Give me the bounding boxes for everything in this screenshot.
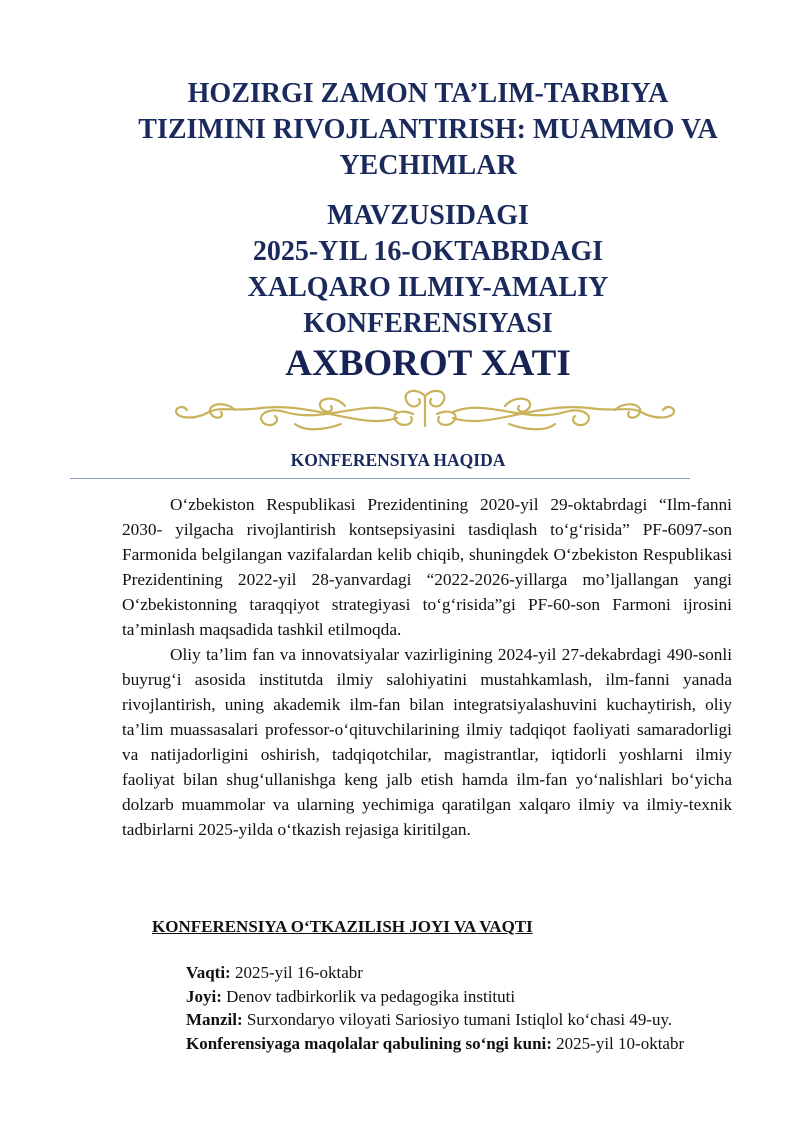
detail-value: Surxondaryo viloyati Sariosiyo tumani Istiqlol ko‘chasi 49-uy.	[242, 1010, 673, 1029]
detail-value: 2025-yil 10-oktabr	[551, 1033, 685, 1053]
detail-value: Denov tadbirkorlik va pedagogika instituti	[221, 986, 516, 1006]
detail-row-address	[186, 1008, 684, 1032]
subtitle-block	[100, 198, 756, 342]
document-title-block	[100, 76, 756, 386]
subtitle-line-1: MAVZUSIDAGI	[327, 200, 529, 231]
about-heading-text: KONFERENSIYA HAQIDA	[290, 450, 506, 470]
about-body	[122, 492, 732, 842]
venue-details	[186, 961, 684, 1055]
title-line-3: YECHIMLAR	[339, 150, 517, 181]
detail-value: 2025-yil 16-oktabr	[230, 963, 363, 982]
heading-divider	[70, 478, 690, 479]
about-paragraph-2: Oliy ta’lim fan va innovatsiyalar vazirligining 2024-yil 27-dekabrdagi 490-sonli buyrug‘i asosida institutda ilmiy salohiyatini mustahkamlash, ilm-fanni yanada rivojlantirish, uning akademik ilm-fan bilan integratsiyalashuvini kuchaytirish, oliy ta’lim muassasalari professor-o‘qituvchilarining ilmiy tadqiqot faoliyati samaradorligi va natijadorligini oshirish, tadqiqotchilar, magistrantlar, iqtidorli yoshlarni ilmiy faoliyat bilan shug‘ullanishga keng jalb etish hamda ilm-fan yo‘nalishlari bo‘yicha dolzarb muammolar va ularning yechimiga qaratilgan xalqaro ilmiy va ilmiy-texnik tadbirlarni 2025-yilda o‘tkazish rejasiga kiritilgan.	[122, 645, 732, 839]
about-section-heading	[0, 450, 800, 471]
title-line-1: HOZIRGI ZAMON TA’LIM-TARBIYA	[187, 78, 669, 109]
detail-row-place	[186, 985, 684, 1009]
detail-label: Joyi:	[186, 986, 222, 1006]
detail-row-time	[186, 961, 684, 985]
title-line-2: TIZIMINI RIVOJLANTIRISH: MUAMMO VA	[138, 114, 718, 145]
axborot-xati-heading: AXBOROT XATI	[285, 343, 571, 384]
subtitle-line-4: KONFERENSIYASI	[303, 308, 553, 339]
detail-label: Vaqti:	[186, 963, 231, 982]
detail-label: Manzil:	[186, 1010, 243, 1029]
subtitle-line-3: XALQARO ILMIY-AMALIY	[247, 272, 609, 303]
subtitle-line-2: 2025-YIL 16-OKTABRDAGI	[252, 236, 604, 267]
detail-row-deadline	[186, 1032, 684, 1056]
about-paragraph-1: O‘zbekiston Respublikasi Prezidentining 2020-yil 29-oktabrdagi “Ilm-fanni 2030- yilgacha rivojlantirish kontsepsiyasini tasdiqlash to‘g‘risida” PF-6097-son Farmonida belgilangan vazifalardan kelib chiqib, shuningdek O‘zbekiston Respublikasi Prezidentining 2022-yil 28-yanvardagi “2022-2026-yillarga mo’ljallangan yangi O‘zbekistonning taraqqiyot strategiyasi to‘g‘risida”gi PF-60-son Farmoni ijrosini ta’minlash maqsadida tashkil etilmoqda.	[122, 495, 732, 639]
venue-section-heading: KONFERENSIYA O‘TKAZILISH JOYI VA VAQTI	[152, 917, 533, 936]
decorative-scroll-divider-icon	[165, 384, 685, 444]
detail-label: Konferensiyaga maqolalar qabulining so‘ngi kuni:	[186, 1033, 552, 1053]
